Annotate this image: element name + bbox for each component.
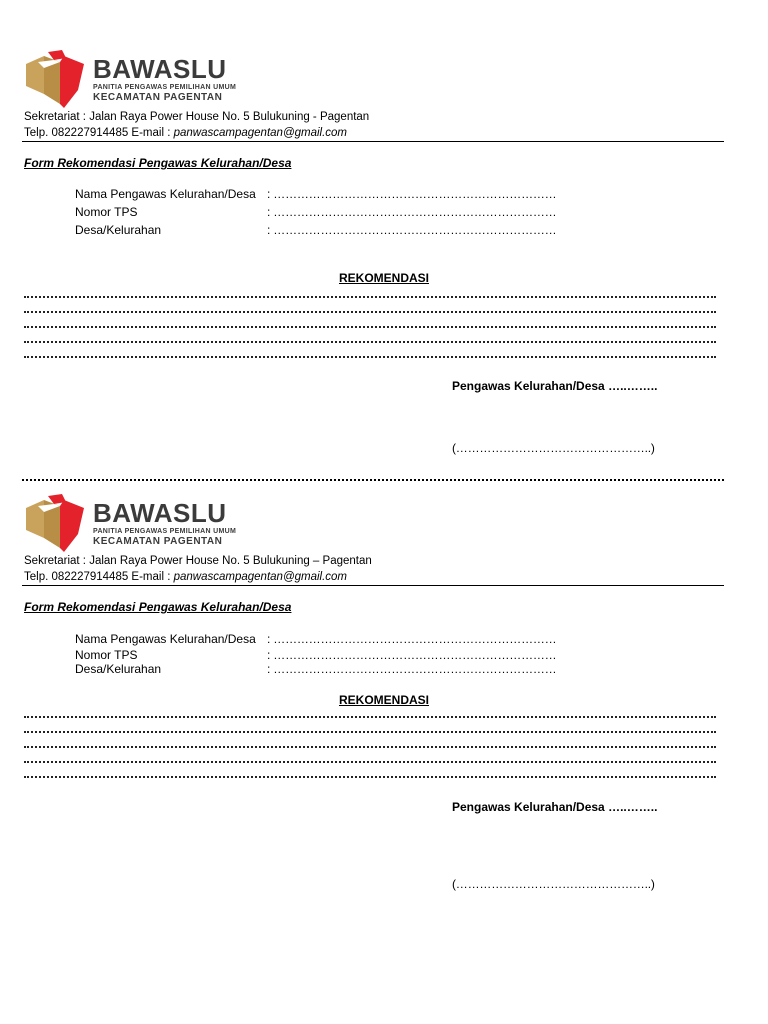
signature-line: (…………………………………………..) xyxy=(452,877,655,891)
phone-text: Telp. 082227914485 E-mail : xyxy=(24,571,174,583)
brand-district: KECAMATAN PAGENTAN xyxy=(93,536,223,547)
recommendation-line xyxy=(24,716,716,718)
contact-line xyxy=(24,570,347,584)
bawaslu-logo-icon xyxy=(24,50,86,110)
header-rule xyxy=(22,141,724,142)
field-label-nama: Nama Pengawas Kelurahan/Desa xyxy=(75,632,256,646)
email-text: panwascampagentan@gmail.com xyxy=(173,127,348,139)
address-line: Sekretariat : Jalan Raya Power House No. 5 Bulukuning – Pagentan xyxy=(24,555,372,567)
recommendation-line xyxy=(24,341,716,343)
recommendation-line xyxy=(24,746,716,748)
email-text: panwascampagentan@gmail.com xyxy=(173,571,348,583)
brand-name: BAWASLU xyxy=(93,498,227,528)
brand-block xyxy=(93,56,236,104)
field-blank-desa: : ……………………………………………………………… xyxy=(267,223,557,237)
brand-name: BAWASLU xyxy=(93,54,227,84)
field-blank-desa: : ……………………………………………………………… xyxy=(267,662,557,676)
signature-line: (…………………………………………..) xyxy=(452,441,655,455)
brand-subtitle: PANITIA PENGAWAS PEMILIHAN UMUM xyxy=(93,84,237,91)
recommendation-line xyxy=(24,326,716,328)
signature-label: Pengawas Kelurahan/Desa …..…….. xyxy=(452,379,658,393)
bawaslu-logo-icon xyxy=(24,494,86,554)
field-label-tps: Nomor TPS xyxy=(75,648,138,662)
recommendation-line xyxy=(24,761,716,763)
form-title: Form Rekomendasi Pengawas Kelurahan/Desa xyxy=(24,156,292,170)
phone-text: Telp. 082227914485 E-mail : xyxy=(24,127,174,139)
field-label-desa: Desa/Kelurahan xyxy=(75,662,162,676)
address-line: Sekretariat : Jalan Raya Power House No. 5 Bulukuning - Pagentan xyxy=(24,111,370,123)
field-blank-nama: : ……………………………………………………………… xyxy=(267,632,557,646)
form-title: Form Rekomendasi Pengawas Kelurahan/Desa xyxy=(24,600,292,614)
field-label-tps: Nomor TPS xyxy=(75,205,138,219)
cut-separator xyxy=(22,479,724,481)
field-blank-nama: : ……………………………………………………………… xyxy=(267,187,557,201)
recommendation-line xyxy=(24,731,716,733)
brand-district: KECAMATAN PAGENTAN xyxy=(93,92,223,103)
field-label-nama: Nama Pengawas Kelurahan/Desa xyxy=(75,187,256,201)
signature-label: Pengawas Kelurahan/Desa …..…….. xyxy=(452,800,658,814)
brand-block xyxy=(93,500,236,548)
field-blank-tps: : ……………………………………………………………… xyxy=(267,205,557,219)
contact-line xyxy=(24,126,347,140)
recommendation-line xyxy=(24,356,716,358)
recommendation-line xyxy=(24,311,716,313)
recommendation-title: REKOMENDASI xyxy=(338,693,429,707)
field-blank-tps: : ……………………………………………………………… xyxy=(267,648,557,662)
field-label-desa: Desa/Kelurahan xyxy=(75,223,162,237)
recommendation-line xyxy=(24,296,716,298)
recommendation-line xyxy=(24,776,716,778)
header-rule xyxy=(22,585,724,586)
brand-subtitle: PANITIA PENGAWAS PEMILIHAN UMUM xyxy=(93,528,237,535)
recommendation-title: REKOMENDASI xyxy=(338,271,429,285)
